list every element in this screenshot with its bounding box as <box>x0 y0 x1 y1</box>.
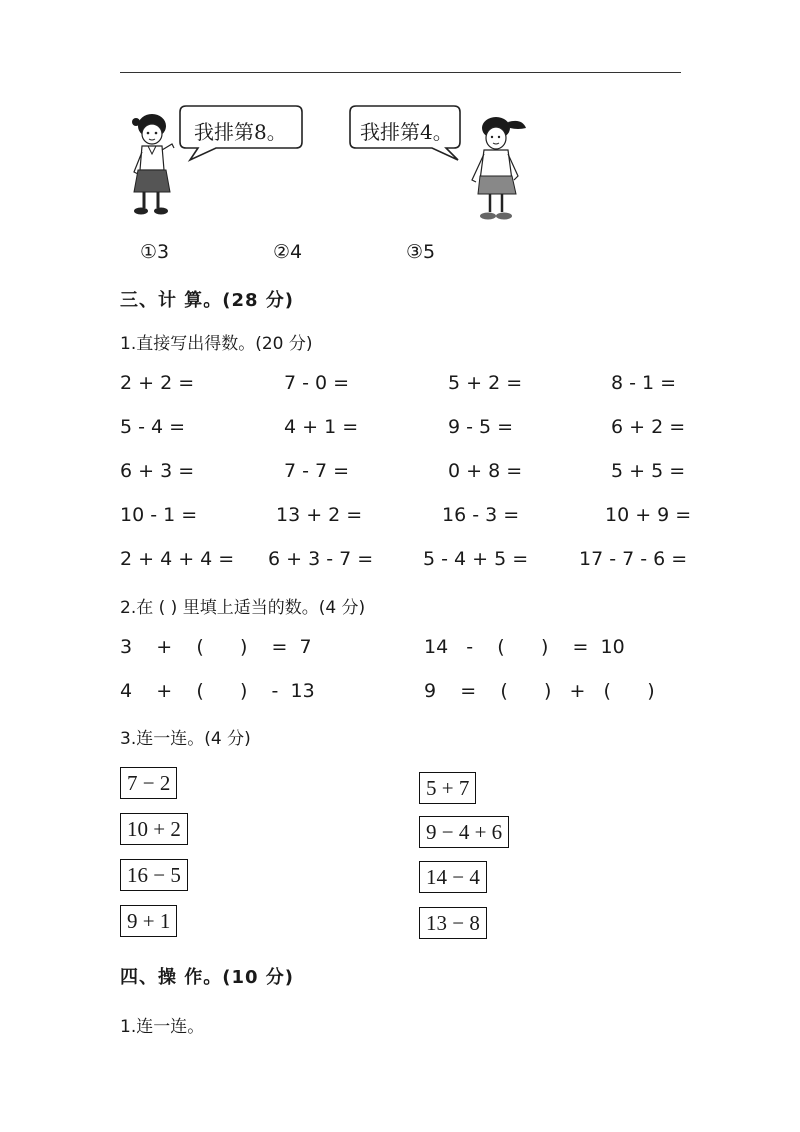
equation: 6 + 3 = <box>120 460 195 482</box>
match-left-box[interactable]: 9 + 1 <box>120 905 177 937</box>
speech-bubble-right-text: 我排第4。 <box>360 120 453 144</box>
equation: 5 + 2 = <box>448 372 523 394</box>
equation: 6 + 2 = <box>611 416 686 438</box>
option-1: ①3 <box>140 241 170 263</box>
header-rule <box>120 72 681 73</box>
equation: 5 + 5 = <box>611 460 686 482</box>
match-right-box[interactable]: 9 − 4 + 6 <box>419 816 509 848</box>
match-left-box[interactable]: 10 + 2 <box>120 813 188 845</box>
part-3-title: 3.连一连。(4 分) <box>120 729 251 749</box>
equation: 10 - 1 = <box>120 504 198 526</box>
equation: 6 + 3 - 7 = <box>268 548 374 570</box>
section-3-title: 三、计 算。(28 分) <box>120 290 295 311</box>
equation: 7 - 7 = <box>284 460 350 482</box>
equation: 2 + 2 = <box>120 372 195 394</box>
equation: 7 - 0 = <box>284 372 350 394</box>
equation: 5 - 4 + 5 = <box>423 548 529 570</box>
part-2-title: 2.在 ( ) 里填上适当的数。(4 分) <box>120 598 366 618</box>
equation: 8 - 1 = <box>611 372 677 394</box>
option-2: ②4 <box>273 241 303 263</box>
fill-in-equation: 14 - ( ) = 10 <box>424 636 625 658</box>
equation: 13 + 2 = <box>276 504 363 526</box>
part-1-title: 1.直接写出得数。(20 分) <box>120 334 313 354</box>
fill-in-equation: 4 + ( ) - 13 <box>120 680 315 702</box>
match-right-box[interactable]: 5 + 7 <box>419 772 476 804</box>
match-right-box[interactable]: 13 − 8 <box>419 907 487 939</box>
equation: 16 - 3 = <box>442 504 520 526</box>
equation: 9 - 5 = <box>448 416 514 438</box>
equation: 4 + 1 = <box>284 416 359 438</box>
girl-right-illustration <box>466 114 530 222</box>
section-4-part-1-title: 1.连一连。 <box>120 1017 205 1037</box>
fill-in-equation: 3 + ( ) = 7 <box>120 636 312 658</box>
option-3: ③5 <box>406 241 436 263</box>
section-4-title: 四、操 作。(10 分) <box>120 967 295 988</box>
equation: 0 + 8 = <box>448 460 523 482</box>
fill-in-equation: 9 = ( ) + ( ) <box>424 680 655 702</box>
match-right-box[interactable]: 14 − 4 <box>419 861 487 893</box>
equation: 17 - 7 - 6 = <box>579 548 688 570</box>
equation: 5 - 4 = <box>120 416 186 438</box>
match-left-box[interactable]: 7 − 2 <box>120 767 177 799</box>
match-left-box[interactable]: 16 − 5 <box>120 859 188 891</box>
speech-bubble-left-text: 我排第8。 <box>194 120 287 144</box>
equation: 10 + 9 = <box>605 504 692 526</box>
equation: 2 + 4 + 4 = <box>120 548 235 570</box>
